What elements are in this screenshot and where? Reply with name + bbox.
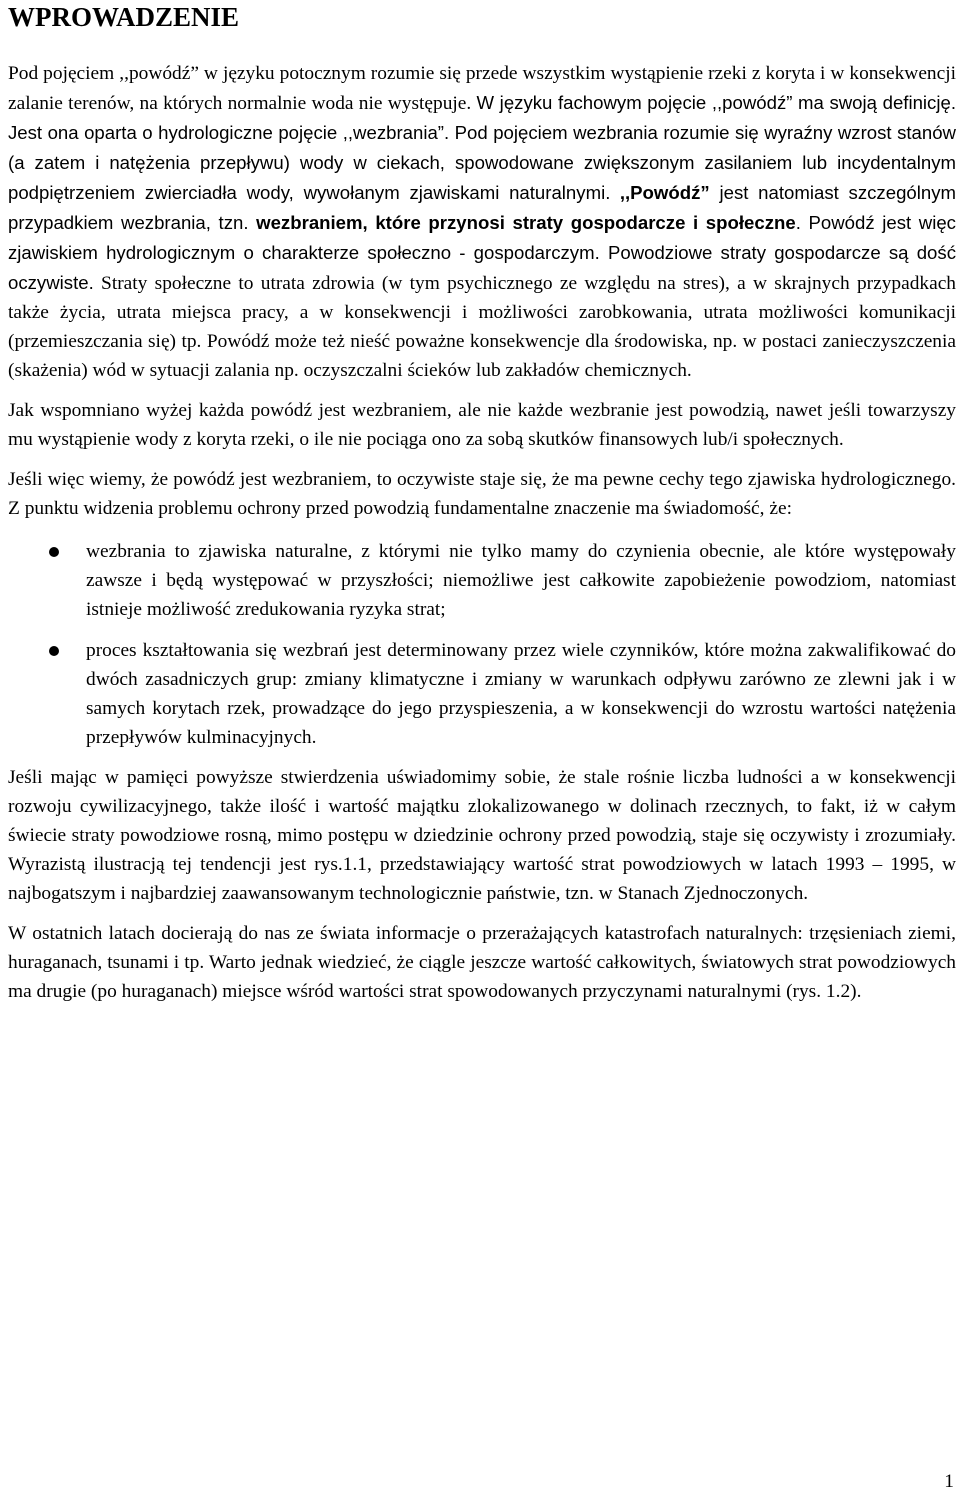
list-item-text: wezbrania to zjawiska naturalne, z którymi nie tylko mamy do czynienia obecnie, ale które występowały zawsze i będą występować w przyszłości; niemożliwe jest całkowite zapobieżenie powodziom, natomiast istnieje możliwość zredukowania ryzyka strat; [86, 541, 956, 620]
bullet-list-wrapper [8, 537, 956, 752]
intro-text-5: Straty społeczne to utrata zdrowia (w tym psychicznego ze względu na stres), a w skrajnych przypadkach także życia, utrata miejsca pracy, a w konsekwencji i możliwości zarobkowania, utrata możliwości komunikacji (przemieszczania się) tp. Powódź może też nieść poważne konsekwencje dla środowiska, np. w postaci zanieczyszczenia (skażenia) wód w sytuacji zalania np. oczyszczalni ścieków lub zakładów chemicznych. [8, 273, 956, 381]
bullet-icon [49, 646, 59, 656]
list-item [8, 537, 956, 624]
paragraph-cechy: Jeśli więc wiemy, że powódź jest wezbraniem, to oczywiste staje się, że ma pewne cechy tego zjawiska hydrologicznego. Z punktu widzenia problemu ochrony przed powodzią fundamentalne znaczenie ma świadomość, że: [8, 469, 956, 519]
intro-text-3: jest natomiast szczególnym przypadkiem wezbrania, tzn. [8, 182, 957, 233]
paragraph-intro [8, 59, 956, 385]
intro-bold-definition: wezbraniem, które przynosi straty gospodarcze i społeczne [256, 212, 796, 233]
page-number: 1 [944, 1471, 954, 1492]
intro-text-2: W języku fachowym pojęcie ,,powódź” ma swoją definicję. Jest ona oparta o hydrologiczne pojęcie ,,wezbrania”. Pod pojęciem wezbrania rozumie się wyraźny wzrost stanów (a zatem i natężenia przepływu) wody w ciekach, spowodowane zwiększonym zasilaniem lub incydentalnym podpiętrzeniem zwierciadła wody, wywołanym zjawiskami naturalnymi. [8, 92, 956, 203]
intro-text-4: . Powódź jest więc zjawiskiem hydrologicznym o charakterze społeczno - gospodarczym. Powodziowe straty gospodarcze są dość oczywiste. [8, 212, 956, 293]
bullet-list [8, 537, 956, 752]
document-page [8, 0, 956, 1006]
paragraph-powodz-wezbranie: Jak wspomniano wyżej każda powódź jest wezbraniem, ale nie każde wezbranie jest powodzią, nawet jeśli towarzyszy mu wystąpienie wody z koryta rzeki, o ile nie pociąga ono za sobą skutków finansowych lub/i społecznych. [8, 400, 956, 450]
list-item-text: proces kształtowania się wezbrań jest determinowany przez wiele czynników, które można zakwalifikować do dwóch zasadniczych grup: zmiany klimatyczne i zmiany w warunkach odpływu zarówno ze zlewni jak i w samych korytach rzek, prowadzące do jego przyspieszenia, a w konsekwencji do wzrostu wartości natężenia przepływów kulminacyjnych. [86, 640, 956, 748]
page-title: WPROWADZENIE [8, 2, 240, 32]
list-item [8, 636, 956, 752]
paragraph-straty-rosna: Jeśli mając w pamięci powyższe stwierdzenia uświadomimy sobie, że stale rośnie liczba ludności a w konsekwencji rozwoju cywilizacyjnego, także ilość i wartość majątku zlokalizowanego w dolinach rzecznych, to fakt, iż w całym świecie straty powodziowe rosną, mimo postępu w dziedzinie ochrony przed powodzią, staje się oczywisty i zrozumiały. Wyrazistą ilustracją tej tendencji jest rys.1.1, przedstawiający wartość strat powodziowych w latach 1993 – 1995, w najbogatszym i najbardziej zaawansowanym technologicznie państwie, tzn. w Stanach Zjednoczonych. [8, 767, 956, 904]
intro-text-1: Pod pojęciem ,,powódź” w języku potocznym rozumie się przede wszystkim wystąpienie rzeki z koryta i w konsekwencji zalanie terenów, na których normalnie woda nie występuje. [8, 63, 956, 114]
intro-bold-powodz: ,,Powódź” [619, 182, 710, 203]
bullet-icon [49, 547, 59, 557]
paragraph-katastrofy: W ostatnich latach docierają do nas ze świata informacje o przerażających katastrofach naturalnych: trzęsieniach ziemi, huraganach, tsunami i tp. Warto jednak wiedzieć, że ciągle jeszcze wartość całkowitych, światowych strat powodziowych ma drugie (po huraganach) miejsce wśród wartości strat spowodowanych przyczynami naturalnymi (rys. 1.2). [8, 923, 956, 1002]
